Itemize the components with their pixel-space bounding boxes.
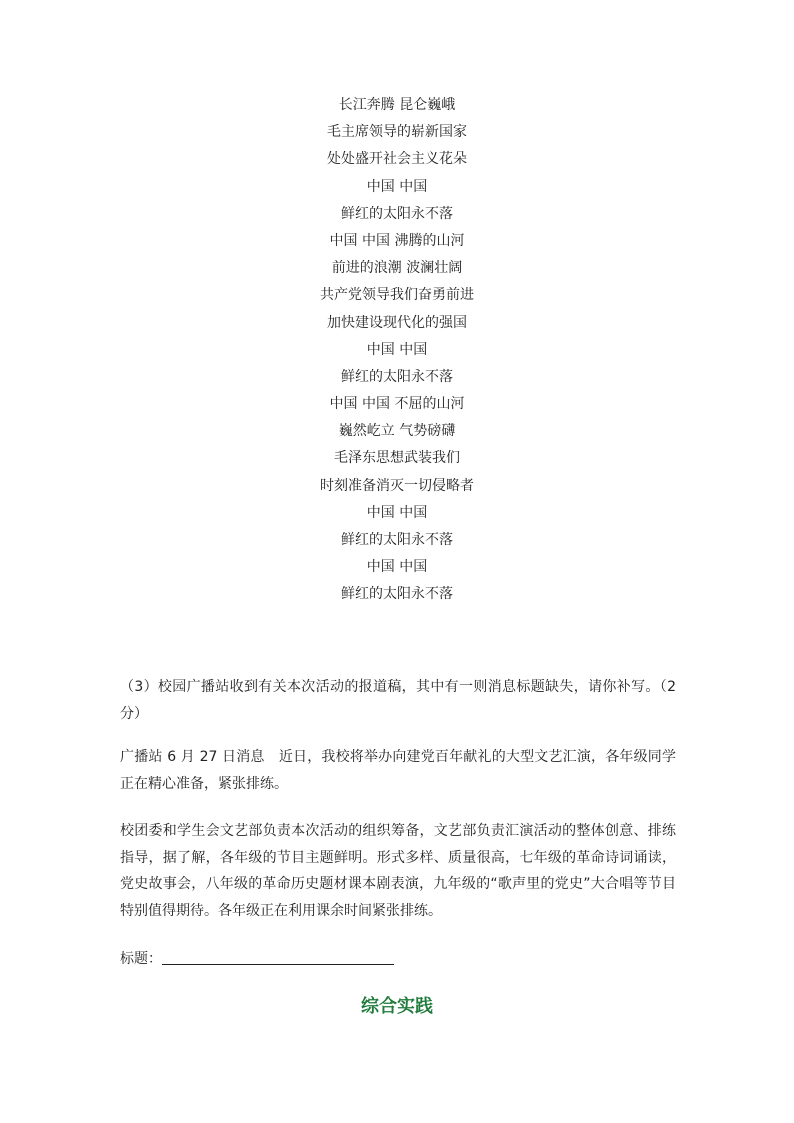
poem-line: 中国 中国 [366, 504, 428, 521]
poem-line: 处处盛开社会主义花朵 [327, 151, 467, 168]
question-3-prompt: （3）校园广播站收到有关本次活动的报道稿，其中有一则消息标题缺失，请你补写。（2分） [120, 679, 676, 722]
poem-line: 时刻准备消灭一切侵略者 [320, 477, 474, 494]
poem-line: 长江奔腾 昆仑巍峨 [338, 97, 456, 113]
poem-line: 中国 中国 沸腾的山河 [329, 232, 465, 249]
poem-line: 鲜红的太阳永不落 [341, 205, 453, 222]
poem-line: 鲜红的太阳永不落 [341, 532, 453, 548]
poem-line: 加快建设现代化的强国 [327, 314, 467, 331]
poem-line: 中国 中国 [366, 178, 428, 195]
poem-line: 鲜红的太阳永不落 [341, 586, 453, 603]
news-paragraph-2: 校团委和学生会文艺部负责本次活动的组织筹备，文艺部负责汇演活动的整体创意、排练指导，据了解，各年级的节目主题鲜明。形式多样、质量很高，七年级的革命诗词诵读，党史故事会，八年级的革命历史题材课本剧表演，九年级的“歌声里的党史”大合唱等节目特别值得期待。各年级正在利用课余时间紧张排练。 [120, 823, 676, 919]
poem-line: 毛主席领导的崭新国家 [327, 124, 467, 141]
section-heading: 综合实践 [361, 996, 433, 1017]
poem-line: 毛泽东思想武装我们 [334, 450, 460, 467]
poem-lyrics [0, 92, 794, 609]
poem-line: 中国 中国 [366, 559, 428, 576]
poem-line: 中国 中国 不屈的山河 [329, 396, 465, 413]
news-paragraph-1: 广播站 6 月 27 日消息 近日，我校将举办向建党百年献礼的大型文艺汇演，各年级同学正在精心准备，紧张排练。 [120, 749, 676, 792]
title-label: 标题： [120, 951, 162, 967]
title-answer-blank[interactable] [162, 946, 394, 965]
poem-line: 鲜红的太阳永不落 [341, 368, 453, 385]
title-answer-row [120, 946, 394, 972]
poem-line: 中国 中国 [366, 341, 428, 358]
poem-line: 巍然屹立 气势磅礴 [338, 423, 456, 440]
poem-line: 共产党领导我们奋勇前进 [320, 287, 474, 304]
poem-line: 前进的浪潮 波澜壮阔 [331, 260, 463, 277]
